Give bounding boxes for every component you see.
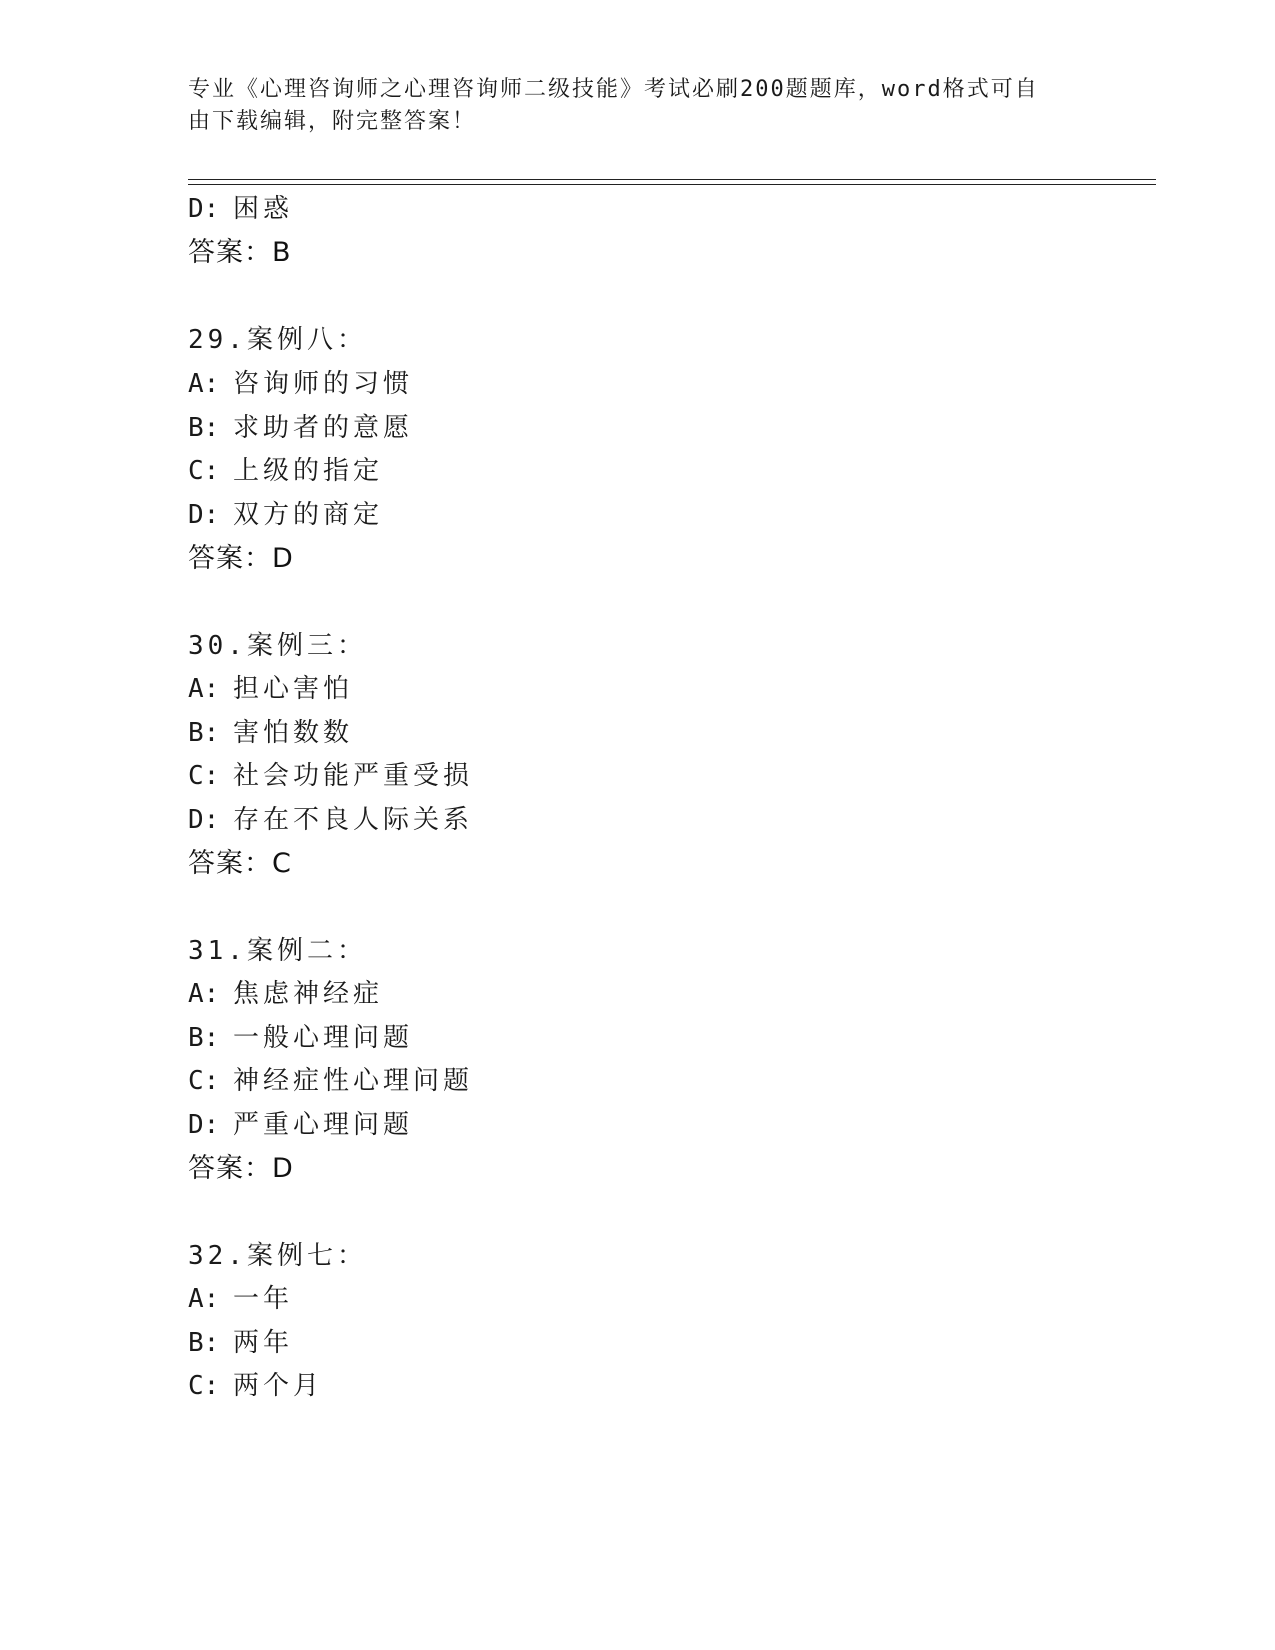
header-line-1: 专业《心理咨询师之心理咨询师二级技能》考试必刷200题题库，word格式可自 <box>188 77 1039 102</box>
option-label: C: <box>188 1066 220 1096</box>
option-text: 存在不良人际关系 <box>233 805 474 835</box>
document-header <box>188 74 1088 138</box>
question-29-answer: 答案：D <box>188 543 294 574</box>
option-text: 严重心理问题 <box>233 1110 414 1140</box>
option-text: 害怕数数 <box>233 718 354 748</box>
option-label: B: <box>188 1023 220 1053</box>
option-text: 咨询师的习惯 <box>233 369 414 399</box>
question-30-answer: 答案：C <box>188 848 292 879</box>
option-label: D: <box>188 805 220 835</box>
option-label: A: <box>188 369 220 399</box>
option-label: B: <box>188 718 220 748</box>
question-31-option-d <box>188 1109 413 1141</box>
question-30-option-c <box>188 760 473 792</box>
question-31-option-c <box>188 1065 473 1097</box>
option-text: 神经症性心理问题 <box>233 1066 474 1096</box>
question-29-option-b <box>188 412 413 444</box>
option-text: 两年 <box>233 1328 294 1358</box>
question-31-option-b <box>188 1022 413 1054</box>
header-line-2: 由下载编辑，附完整答案！ <box>188 109 477 134</box>
option-label: C: <box>188 456 220 486</box>
prev-question-option-d <box>188 193 293 225</box>
option-text: 求助者的意愿 <box>233 413 414 443</box>
question-29-option-d <box>188 499 383 531</box>
question-32-option-a <box>188 1283 293 1315</box>
option-label: C: <box>188 761 220 791</box>
header-divider-top <box>188 179 1156 180</box>
question-31-answer: 答案：D <box>188 1153 294 1184</box>
option-label: D: <box>188 500 220 530</box>
option-label: D: <box>188 1110 220 1140</box>
option-text: 上级的指定 <box>233 456 384 486</box>
option-label: A: <box>188 674 220 704</box>
header-divider-bottom <box>188 184 1156 185</box>
question-30-option-d <box>188 804 473 836</box>
question-32-option-c <box>188 1370 323 1402</box>
option-label: C: <box>188 1371 220 1401</box>
option-label: B: <box>188 413 220 443</box>
prev-question-answer: 答案：B <box>188 237 292 268</box>
option-text: 一般心理问题 <box>233 1023 414 1053</box>
question-30-option-a <box>188 673 353 705</box>
question-32-title: 32.案例七： <box>188 1241 367 1271</box>
question-29-title: 29.案例八： <box>188 325 367 355</box>
question-29-option-a <box>188 368 413 400</box>
option-label: D: <box>188 194 220 224</box>
option-text: 困惑 <box>233 194 294 224</box>
option-text: 双方的商定 <box>233 500 384 530</box>
question-32-option-b <box>188 1327 293 1359</box>
question-30-option-b <box>188 717 353 749</box>
question-29-option-c <box>188 455 383 487</box>
question-30-title: 30.案例三： <box>188 631 367 661</box>
option-text: 一年 <box>233 1284 294 1314</box>
option-text: 社会功能严重受损 <box>233 761 474 791</box>
option-text: 担心害怕 <box>233 674 354 704</box>
question-31-option-a <box>188 978 383 1010</box>
option-label: A: <box>188 1284 220 1314</box>
option-text: 焦虑神经症 <box>233 979 384 1009</box>
option-label: B: <box>188 1328 220 1358</box>
option-text: 两个月 <box>233 1371 324 1401</box>
question-31-title: 31.案例二： <box>188 936 367 966</box>
option-label: A: <box>188 979 220 1009</box>
